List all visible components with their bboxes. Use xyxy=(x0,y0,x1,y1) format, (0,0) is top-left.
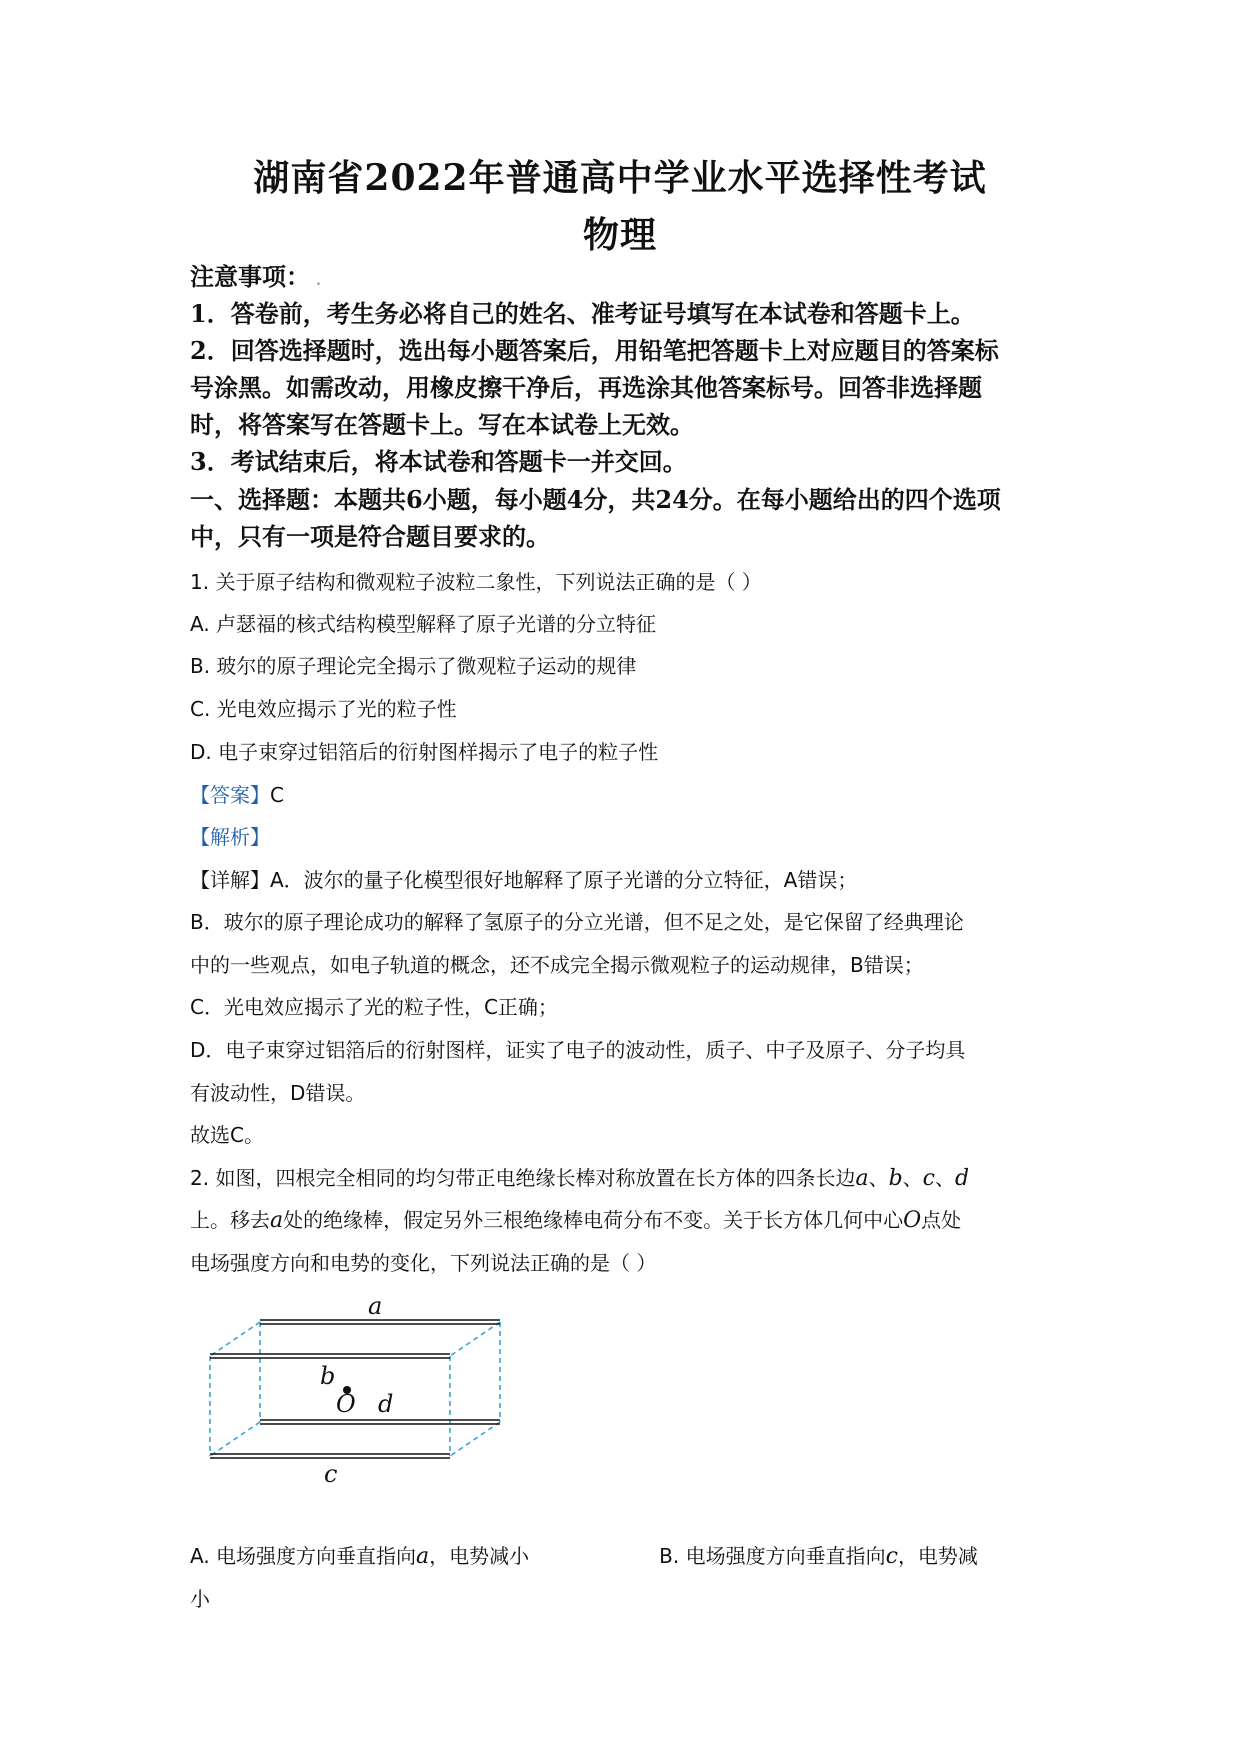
question-2-options-row xyxy=(190,1540,1070,1569)
detail-line-d: D．电子束穿过铝箔后的衍射图样，证实了电子的波动性，质子、中子及原子、分子均具 xyxy=(190,1038,966,1062)
detail-line-a: 【详解】A．波尔的量子化模型很好地解释了原子光谱的分立特征，A错误； xyxy=(190,868,858,892)
detail-line-c: C．光电效应揭示了光的粒子性，C正确； xyxy=(190,995,558,1019)
detail-conclusion: 故选C。 xyxy=(190,1123,264,1147)
label-a: a xyxy=(368,1300,383,1320)
question-2-option-b-wrap: 小 xyxy=(190,1587,210,1611)
section-heading-cont: 中，只有一项是符合题目要求的。 xyxy=(190,522,550,551)
label-o: O xyxy=(336,1390,356,1418)
answer-value: C xyxy=(270,783,284,807)
detail-tag: 【详解】 xyxy=(190,868,270,892)
notice-item-3: 3．考试结束后，将本试卷和答题卡一并交回。 xyxy=(190,447,687,476)
question-1-stem: 1. 关于原子结构和微观粒子波粒二象性，下列说法正确的是（ ） xyxy=(190,570,762,594)
detail-line-b: B．玻尔的原子理论成功的解释了氢原子的分立光谱，但不足之处，是它保留了经典理论 xyxy=(190,910,964,934)
answer-tag: 【答案】 xyxy=(190,783,270,807)
cuboid-figure xyxy=(190,1300,520,1500)
detail-line-b-cont: 中的一些观点，如电子轨道的概念，还不成完全揭示微观粒子的运动规律，B错误； xyxy=(190,953,924,977)
bottom-right-diagonal xyxy=(450,1422,500,1456)
question-2-option-b: B. 电场强度方向垂直指向c，电势减 xyxy=(659,1544,978,1569)
answer-row xyxy=(190,779,1070,808)
question-1-option-c: C. 光电效应揭示了光的粒子性 xyxy=(190,697,457,721)
top-right-diagonal xyxy=(450,1322,500,1356)
analysis-tag: 【解析】 xyxy=(190,825,270,849)
label-d: d xyxy=(378,1390,394,1418)
question-2-stem-line-3: 电场强度方向和电势的变化，下列说法正确的是（ ） xyxy=(190,1251,657,1275)
top-left-diagonal xyxy=(210,1322,260,1356)
exam-subject: 物理 xyxy=(582,214,657,256)
label-c: c xyxy=(324,1460,338,1488)
notice-item-1: 1．答卷前，考生务必将自己的姓名、准考证号填写在本试卷和答题卡上。 xyxy=(190,299,975,328)
exam-title: 湖南省2022年普通高中学业水平选择性考试 xyxy=(253,157,987,199)
notice-item-2: 2．回答选择题时，选出每小题答案后，用铅笔把答题卡上对应题目的答案标 xyxy=(190,336,999,365)
detail-line-d-cont: 有波动性，D错误。 xyxy=(190,1081,366,1105)
question-2-stem-line-1: 2. 如图，四根完全相同的均匀带正电绝缘长棒对称放置在长方体的四条长边a、b、c、d xyxy=(190,1166,970,1191)
bottom-left-diagonal xyxy=(210,1422,260,1456)
notice-item-2-end: 时，将答案写在答题卡上。写在本试卷上无效。 xyxy=(190,410,694,439)
question-1-option-a: A. 卢瑟福的核式结构模型解释了原子光谱的分立特征 xyxy=(190,612,657,636)
notice-heading: 注意事项： . xyxy=(190,262,321,291)
question-2-option-a: A. 电场强度方向垂直指向a，电势减小 xyxy=(190,1544,530,1569)
label-b: b xyxy=(320,1362,336,1390)
question-1-option-b: B. 玻尔的原子理论完全揭示了微观粒子运动的规律 xyxy=(190,654,637,678)
notice-item-2-cont: 号涂黑。如需改动，用橡皮擦干净后，再选涂其他答案标号。回答非选择题 xyxy=(190,373,982,402)
question-2-stem-line-2: 上。移去a处的绝缘棒，假定另外三根绝缘棒电荷分布不变。关于长方体几何中心O点处 xyxy=(190,1208,962,1233)
section-heading: 一、选择题：本题共6小题，每小题4分，共24分。在每小题给出的四个选项 xyxy=(190,485,1001,514)
question-1-option-d: D. 电子束穿过铝箔后的衍射图样揭示了电子的粒子性 xyxy=(190,740,659,764)
